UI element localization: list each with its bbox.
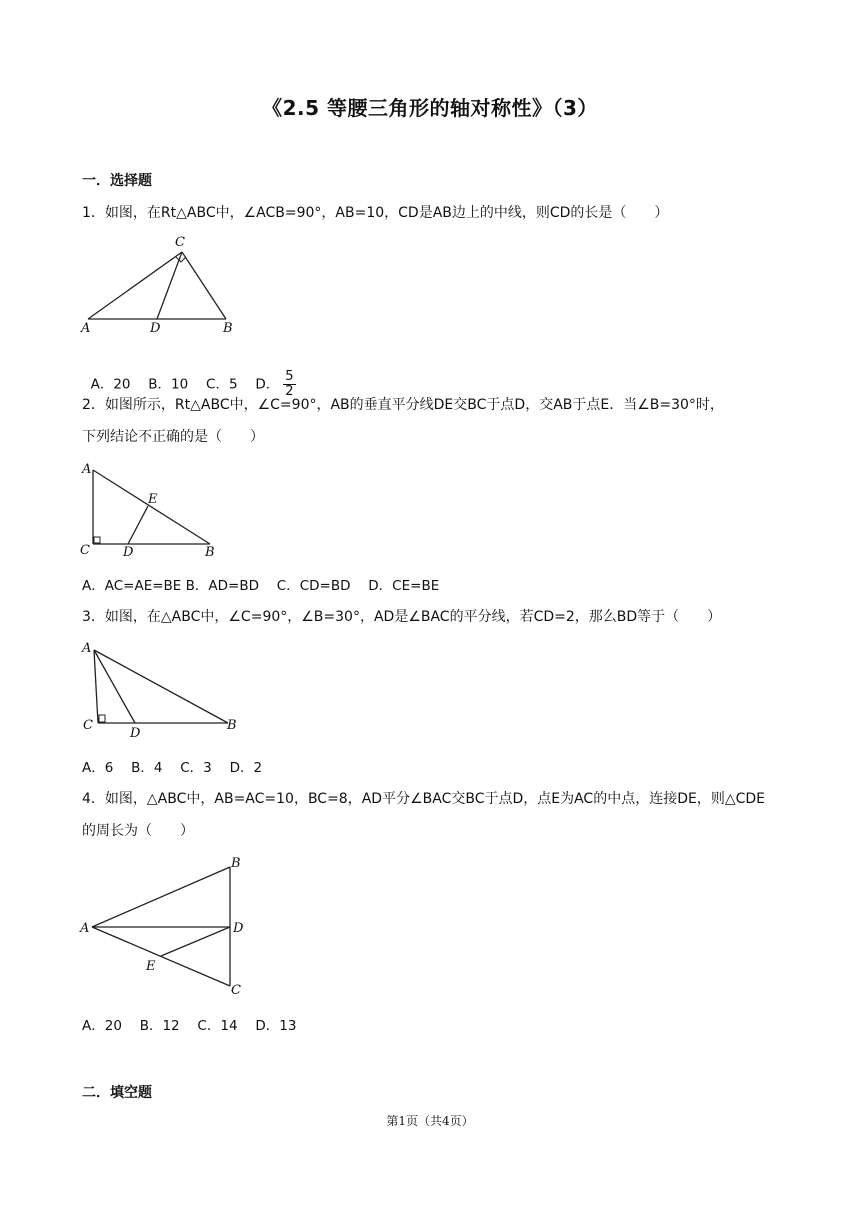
page-title: 《2.5 等腰三角形的轴对称性》（3）: [262, 96, 598, 120]
q1-label-c: C: [175, 235, 185, 250]
question-2-line1: 2．如图所示，Rt△ABC中，∠C=90°，AB的垂直平分线DE交BC于点D，交AB于点E．当∠B=30°时，: [82, 397, 724, 413]
q2-label-a: A: [82, 462, 92, 477]
question-2-figure: [78, 458, 228, 564]
q1-label-a: A: [81, 321, 91, 336]
q4-label-c: C: [231, 983, 241, 998]
q2-label-d: D: [123, 545, 134, 560]
question-3-options: A．6 B．4 C．3 D．2: [82, 760, 263, 776]
question-1-figure: [78, 232, 248, 338]
question-3-figure: [78, 638, 248, 744]
q3-label-b: B: [227, 718, 237, 733]
section-heading-choice: 一．选择题: [82, 173, 152, 189]
q3-label-d: D: [130, 726, 141, 741]
fraction-five-halves: $\frac{5}{2}$: [285, 369, 294, 399]
question-4-options: A．20 B．12 C．14 D．13: [82, 1018, 297, 1034]
q3-label-a: A: [82, 641, 92, 656]
question-2-line2: 下列结论不正确的是（ ）: [82, 429, 264, 445]
q1-label-d: D: [150, 321, 161, 336]
section-heading-fill: 二．填空题: [82, 1085, 152, 1101]
question-4-line1: 4．如图，△ABC中，AB=AC=10，BC=8，AD平分∠BAC交BC于点D，点E为AC的中点，连接DE，则△CDE: [82, 791, 765, 807]
q2-label-c: C: [80, 543, 90, 558]
question-2-options: A．AC=AE=BE B．AD=BD C．CD=BD D．CE=BE: [82, 578, 440, 594]
page-footer: 第1页（共4页）: [386, 1114, 474, 1128]
question-4-figure: [78, 852, 258, 1002]
q4-label-a: A: [80, 921, 90, 936]
question-3-text: 3．如图，在△ABC中，∠C=90°，∠B=30°，AD是∠BAC的平分线，若CD=2，那么BD等于（ ）: [82, 609, 722, 625]
question-4-line2: 的周长为（ ）: [82, 823, 194, 839]
q4-label-d: D: [233, 921, 244, 936]
q2-label-e: E: [148, 492, 158, 507]
q1-label-b: B: [223, 321, 233, 336]
question-1-text: 1．如图，在Rt△ABC中，∠ACB=90°，AB=10，CD是AB边上的中线，则CD的长是（ ）: [82, 205, 669, 221]
q4-label-e: E: [146, 959, 156, 974]
q2-label-b: B: [205, 545, 215, 560]
q4-label-b: B: [231, 856, 241, 871]
q1-options-text: A．20 B．10 C．5 D．: [90, 376, 280, 393]
q3-label-c: C: [83, 718, 93, 733]
